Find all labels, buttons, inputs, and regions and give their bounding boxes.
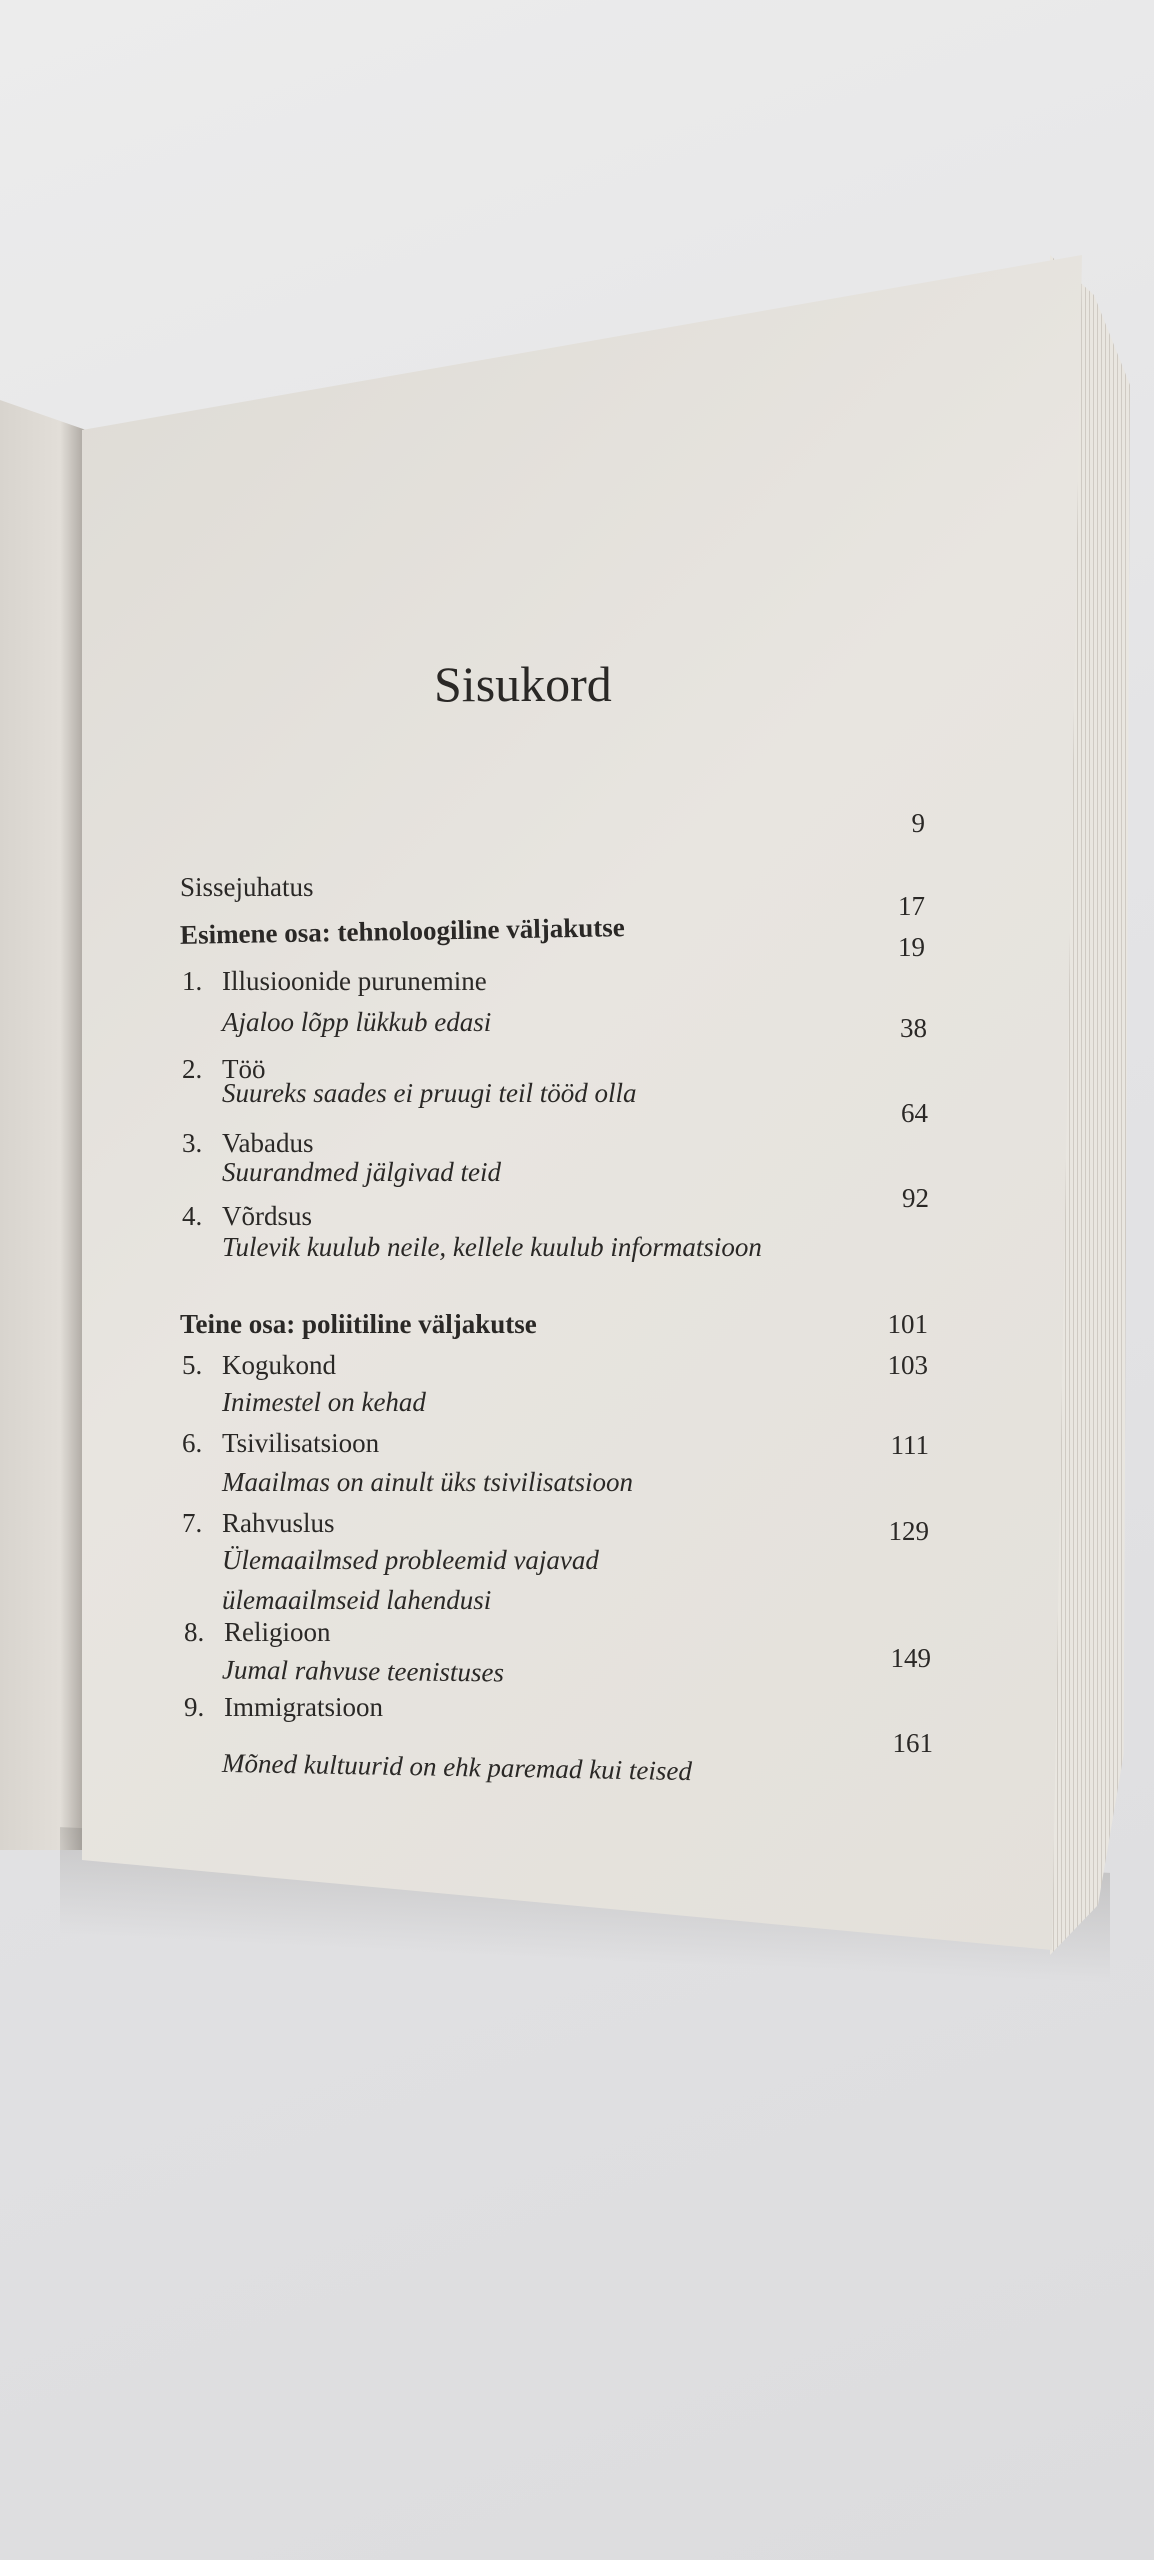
toc-page-number: 19	[898, 932, 925, 962]
toc-chapter: 6. Tsivilisatsioon	[182, 1428, 380, 1458]
toc-intro: Sissejuhatus	[180, 872, 314, 902]
toc-chapter-subtitle: Inimestel on kehad	[222, 1387, 426, 1417]
toc-page-number: 129	[888, 1516, 929, 1546]
toc-chapter: 7. Rahvuslus	[182, 1508, 335, 1538]
toc-chapter: 8. Religioon	[184, 1617, 331, 1647]
toc-page-number: 103	[887, 1350, 928, 1380]
toc-page-number: 9	[911, 808, 925, 838]
toc-page-number: 161	[892, 1728, 933, 1758]
toc-page-number: 92	[902, 1183, 929, 1213]
toc-chapter: 1. Illusioonide purunemine	[182, 966, 487, 996]
toc-chapter-subtitle: Suureks saades ei pruugi teil tööd olla	[222, 1078, 637, 1108]
toc-chapter: 4. Võrdsus	[182, 1201, 313, 1231]
toc-page-number: 149	[890, 1643, 931, 1673]
toc-part-heading: Esimene osa: tehnoloogiline väljakutse	[179, 912, 625, 950]
toc-chapter-subtitle: Suurandmed jälgivad teid	[222, 1157, 501, 1187]
toc-page-number: 38	[900, 1013, 927, 1043]
toc-chapter-subtitle: Ülemaailmsed probleemid vajavad	[222, 1545, 599, 1575]
toc-chapter-subtitle: Maailmas on ainult üks tsivilisatsioon	[222, 1467, 634, 1497]
page-title: Sisukord	[434, 656, 612, 712]
toc-chapter-subtitle: Tulevik kuulub neile, kellele kuulub informatsioon	[222, 1232, 762, 1262]
toc-page-number: 64	[901, 1098, 928, 1128]
left-page	[0, 370, 86, 1850]
toc-chapter-subtitle: Jumal rahvuse teenistuses	[221, 1654, 505, 1688]
toc-page-number: 111	[890, 1430, 929, 1460]
toc-chapter: 5. Kogukond	[182, 1350, 336, 1380]
toc-chapter-subtitle: ülemaailmseid lahendusi	[222, 1585, 492, 1615]
toc-chapter-subtitle: Ajaloo lõpp lükkub edasi	[222, 1007, 492, 1037]
toc-page-number: 17	[898, 891, 925, 921]
toc-page-number: 101	[887, 1309, 928, 1339]
toc-chapter-subtitle: Mõned kultuurid on ehk paremad kui teised	[221, 1747, 693, 1787]
toc-chapter: 2. Töö	[182, 1054, 266, 1084]
toc-chapter: 9. Immigratsioon	[184, 1692, 383, 1722]
toc-part-heading: Teine osa: poliitiline väljakutse	[180, 1309, 537, 1339]
toc-chapter: 3. Vabadus	[182, 1128, 314, 1158]
